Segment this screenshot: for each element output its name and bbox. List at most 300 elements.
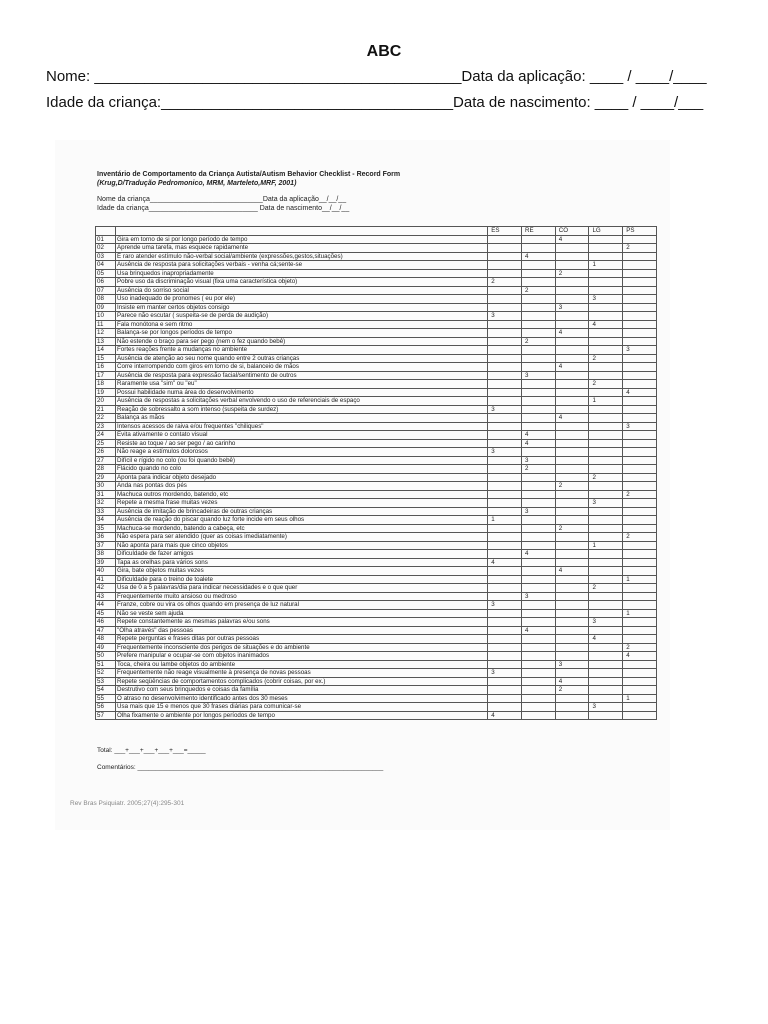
score-re: 2 [522, 286, 556, 295]
score-lg [589, 312, 623, 321]
name-date-line: Nome: ____________________________________________Data da aplicação: ____ / ____/____ [46, 68, 707, 85]
score-lg: 4 [589, 320, 623, 329]
item-description: Machuca outros mordendo, batendo, etc [116, 490, 488, 499]
age-birthdate-line: Idade da criança:___________________________________Data de nascimento: ____ / ____/___ [46, 94, 704, 111]
header-es: ES [488, 227, 522, 236]
score-lg [589, 363, 623, 372]
score-re: 3 [522, 592, 556, 601]
score-re [522, 397, 556, 406]
item-description: Prefere manipular e ocupar-se com objetos inanimados [116, 652, 488, 661]
score-es: 1 [488, 516, 522, 525]
score-re [522, 312, 556, 321]
table-row [96, 584, 657, 593]
item-number: 32 [96, 499, 116, 508]
score-co [555, 388, 589, 397]
score-lg [589, 516, 623, 525]
score-lg [589, 592, 623, 601]
score-lg [589, 405, 623, 414]
item-number: 39 [96, 558, 116, 567]
item-number: 06 [96, 278, 116, 287]
score-es [488, 694, 522, 703]
item-description: Flácido quando no colo [116, 465, 488, 474]
table-row [96, 550, 657, 559]
score-co [555, 320, 589, 329]
score-re [522, 711, 556, 720]
score-es [488, 303, 522, 312]
score-ps [623, 635, 657, 644]
table-row [96, 524, 657, 533]
score-re [522, 558, 556, 567]
score-es [488, 533, 522, 542]
score-es [488, 490, 522, 499]
score-re [522, 660, 556, 669]
item-number: 30 [96, 482, 116, 491]
score-co [555, 533, 589, 542]
score-ps [623, 286, 657, 295]
score-lg [589, 371, 623, 380]
score-lg [589, 235, 623, 244]
item-description: Machuca-se mordendo, batendo a cabeça, etc [116, 524, 488, 533]
item-description: Usa brinquedos inapropriadamente [116, 269, 488, 278]
score-co [555, 371, 589, 380]
item-description: Aponta para indicar objeto desejado [116, 473, 488, 482]
score-re [522, 380, 556, 389]
score-lg [589, 567, 623, 576]
score-es: 3 [488, 669, 522, 678]
item-number: 56 [96, 703, 116, 712]
table-row [96, 252, 657, 261]
item-description: "Olha através" das pessoas [116, 626, 488, 635]
page-title: ABC [366, 43, 402, 60]
score-re [522, 295, 556, 304]
score-es [488, 618, 522, 627]
score-co [555, 694, 589, 703]
score-lg [589, 439, 623, 448]
item-description: Frequentemente inconsciente dos perigos de situações e do ambiente [116, 643, 488, 652]
table-row [96, 669, 657, 678]
score-ps [623, 439, 657, 448]
score-lg: 3 [589, 618, 623, 627]
score-es [488, 397, 522, 406]
table-row [96, 507, 657, 516]
table-row [96, 414, 657, 423]
score-co [555, 626, 589, 635]
score-re [522, 524, 556, 533]
score-lg: 1 [589, 541, 623, 550]
item-number: 50 [96, 652, 116, 661]
score-ps [623, 295, 657, 304]
score-es [488, 320, 522, 329]
table-row [96, 660, 657, 669]
table-row [96, 312, 657, 321]
score-ps: 1 [623, 609, 657, 618]
table-row [96, 431, 657, 440]
item-description: Intensos acessos de raiva e/ou frequentes "chiliques" [116, 422, 488, 431]
score-co [555, 380, 589, 389]
score-re [522, 609, 556, 618]
score-co: 2 [555, 686, 589, 695]
table-row [96, 567, 657, 576]
item-description: Ausência de imitação de brincadeiras de outras crianças [116, 507, 488, 516]
score-co [555, 541, 589, 550]
score-ps [623, 601, 657, 610]
table-row [96, 533, 657, 542]
item-description: Fala monótona e sem ritmo [116, 320, 488, 329]
score-lg: 3 [589, 499, 623, 508]
score-es [488, 295, 522, 304]
item-number: 18 [96, 380, 116, 389]
header-lg: LG [589, 227, 623, 236]
score-es [488, 286, 522, 295]
table-row [96, 269, 657, 278]
table-row [96, 303, 657, 312]
item-description: Evita ativamente o contato visual [116, 431, 488, 440]
score-co [555, 703, 589, 712]
item-description: Ausência de resposta para solicitações verbais - venha cá;sente-se [116, 261, 488, 270]
score-co [555, 439, 589, 448]
header-desc [116, 227, 488, 236]
item-number: 11 [96, 320, 116, 329]
item-number: 35 [96, 524, 116, 533]
score-lg: 2 [589, 354, 623, 363]
item-number: 49 [96, 643, 116, 652]
score-es [488, 456, 522, 465]
score-re [522, 516, 556, 525]
score-co [555, 575, 589, 584]
score-lg: 3 [589, 295, 623, 304]
item-description: Tapa as orelhas para vários sons [116, 558, 488, 567]
table-row [96, 465, 657, 474]
score-re [522, 694, 556, 703]
checklist-table [95, 226, 657, 720]
item-number: 43 [96, 592, 116, 601]
table-row [96, 711, 657, 720]
item-description: Corre interrompendo com giros em torno de si, balanceio de mãos [116, 363, 488, 372]
table-row [96, 422, 657, 431]
score-re [522, 363, 556, 372]
item-number: 26 [96, 448, 116, 457]
table-row [96, 397, 657, 406]
item-number: 08 [96, 295, 116, 304]
score-co [555, 669, 589, 678]
score-es [488, 524, 522, 533]
score-ps [623, 278, 657, 287]
score-re [522, 405, 556, 414]
score-ps: 3 [623, 422, 657, 431]
table-row [96, 439, 657, 448]
score-lg [589, 482, 623, 491]
table-row [96, 405, 657, 414]
table-row [96, 541, 657, 550]
item-description: Não aponta para mais que cinco objetos [116, 541, 488, 550]
score-re [522, 499, 556, 508]
item-number: 20 [96, 397, 116, 406]
score-ps [623, 380, 657, 389]
item-description: Fortes reações frente a mudanças no ambiente [116, 346, 488, 355]
item-number: 46 [96, 618, 116, 627]
score-co [555, 465, 589, 474]
score-es [488, 635, 522, 644]
score-ps [623, 337, 657, 346]
score-co [555, 652, 589, 661]
item-description: Olha fixamente o ambiente por longos períodos de tempo [116, 711, 488, 720]
item-description: Não estende o braço para ser pego (nem o fez quando bebê) [116, 337, 488, 346]
table-row [96, 609, 657, 618]
form-title: Inventário de Comportamento da Criança Autista/Autism Behavior Checklist - Record Form [97, 171, 401, 178]
score-lg [589, 286, 623, 295]
score-co: 4 [555, 235, 589, 244]
score-ps [623, 397, 657, 406]
score-re [522, 686, 556, 695]
score-lg [589, 550, 623, 559]
item-number: 33 [96, 507, 116, 516]
score-re [522, 278, 556, 287]
table-row [96, 380, 657, 389]
item-number: 42 [96, 584, 116, 593]
score-re [522, 575, 556, 584]
score-co [555, 516, 589, 525]
score-lg [589, 252, 623, 261]
item-number: 04 [96, 261, 116, 270]
item-number: 47 [96, 626, 116, 635]
item-number: 03 [96, 252, 116, 261]
header-ps: PS [623, 227, 657, 236]
score-es [488, 609, 522, 618]
score-co: 4 [555, 414, 589, 423]
score-ps: 1 [623, 694, 657, 703]
item-description: Insiste em manter certos objetos consigo [116, 303, 488, 312]
item-number: 19 [96, 388, 116, 397]
score-re [522, 329, 556, 338]
score-co: 2 [555, 482, 589, 491]
score-es: 2 [488, 278, 522, 287]
score-lg [589, 711, 623, 720]
score-ps [623, 329, 657, 338]
score-es: 3 [488, 601, 522, 610]
table-row [96, 635, 657, 644]
score-lg [589, 686, 623, 695]
score-es [488, 414, 522, 423]
score-co [555, 431, 589, 440]
item-description: Dificuldade de fazer amigos [116, 550, 488, 559]
item-description: Toca, cheira ou lambe objetos do ambiente [116, 660, 488, 669]
score-es: 3 [488, 448, 522, 457]
score-es [488, 346, 522, 355]
score-co: 4 [555, 567, 589, 576]
item-number: 05 [96, 269, 116, 278]
score-ps [623, 431, 657, 440]
score-lg [589, 575, 623, 584]
item-number: 29 [96, 473, 116, 482]
table-header-row [96, 227, 657, 236]
table-row [96, 448, 657, 457]
item-description: Não espera para ser atendido (quer as coisas imediatamente) [116, 533, 488, 542]
score-ps [623, 567, 657, 576]
score-re [522, 567, 556, 576]
score-co: 2 [555, 524, 589, 533]
score-ps [623, 261, 657, 270]
score-re: 3 [522, 371, 556, 380]
item-number: 28 [96, 465, 116, 474]
score-lg [589, 652, 623, 661]
score-co: 4 [555, 329, 589, 338]
score-ps [623, 320, 657, 329]
score-es [488, 541, 522, 550]
score-es [488, 473, 522, 482]
score-ps [623, 677, 657, 686]
score-es [488, 354, 522, 363]
score-re [522, 643, 556, 652]
score-lg [589, 329, 623, 338]
score-es [488, 337, 522, 346]
citation: Rev Bras Psiquiatr. 2005;27(4):295-301 [70, 800, 185, 807]
scanned-form [55, 140, 670, 830]
score-lg [589, 448, 623, 457]
score-ps: 2 [623, 533, 657, 542]
score-lg [589, 660, 623, 669]
item-number: 44 [96, 601, 116, 610]
score-ps [623, 371, 657, 380]
score-re: 4 [522, 626, 556, 635]
score-lg [589, 244, 623, 253]
item-number: 34 [96, 516, 116, 525]
score-lg [589, 626, 623, 635]
header-re: RE [522, 227, 556, 236]
score-co [555, 278, 589, 287]
score-ps [623, 524, 657, 533]
score-re [522, 601, 556, 610]
score-re: 4 [522, 439, 556, 448]
score-ps [623, 448, 657, 457]
score-co [555, 346, 589, 355]
item-number: 02 [96, 244, 116, 253]
score-es [488, 439, 522, 448]
score-co [555, 711, 589, 720]
score-co [555, 584, 589, 593]
score-co [555, 448, 589, 457]
score-lg [589, 601, 623, 610]
score-ps [623, 482, 657, 491]
score-lg [589, 524, 623, 533]
table-row [96, 337, 657, 346]
item-description: Ausência de reação do piscar quando luz forte incide em seus olhos [116, 516, 488, 525]
item-number: 57 [96, 711, 116, 720]
item-description: Repete constantemente as mesmas palavras e/ou sons [116, 618, 488, 627]
score-lg [589, 465, 623, 474]
table-row [96, 320, 657, 329]
table-row [96, 677, 657, 686]
score-co: 3 [555, 660, 589, 669]
score-ps: 2 [623, 244, 657, 253]
score-re [522, 261, 556, 270]
item-number: 16 [96, 363, 116, 372]
score-lg [589, 558, 623, 567]
score-es: 4 [488, 558, 522, 567]
item-description: Resiste ao toque / ao ser pego / ao carinho [116, 439, 488, 448]
score-re: 2 [522, 337, 556, 346]
score-lg: 1 [589, 261, 623, 270]
score-lg [589, 346, 623, 355]
score-es [488, 677, 522, 686]
item-description: Repete a mesma frase muitas vezes [116, 499, 488, 508]
score-co [555, 405, 589, 414]
score-re [522, 541, 556, 550]
table-row [96, 363, 657, 372]
table-row [96, 686, 657, 695]
item-number: 48 [96, 635, 116, 644]
score-co [555, 499, 589, 508]
table-row [96, 286, 657, 295]
item-number: 15 [96, 354, 116, 363]
table-row [96, 473, 657, 482]
score-es [488, 499, 522, 508]
score-lg: 4 [589, 635, 623, 644]
item-number: 36 [96, 533, 116, 542]
item-number: 23 [96, 422, 116, 431]
table-row [96, 643, 657, 652]
score-es [488, 592, 522, 601]
score-re [522, 346, 556, 355]
comments-line: Comentários: ____________________________________________________________________ [97, 764, 384, 771]
item-description: Ausência de resposta para expressão facial/sentimento de outros [116, 371, 488, 380]
table-row [96, 618, 657, 627]
score-co [555, 244, 589, 253]
score-co [555, 397, 589, 406]
item-description: Não reage a estímulos dolorosos [116, 448, 488, 457]
item-number: 52 [96, 669, 116, 678]
table-row [96, 244, 657, 253]
score-lg [589, 414, 623, 423]
score-re [522, 652, 556, 661]
score-es [488, 465, 522, 474]
item-description: Aprende uma tarefa, mas esquece rapidamente [116, 244, 488, 253]
score-co: 4 [555, 677, 589, 686]
score-lg: 3 [589, 703, 623, 712]
item-number: 45 [96, 609, 116, 618]
table-row [96, 329, 657, 338]
score-es [488, 380, 522, 389]
score-lg [589, 422, 623, 431]
score-co [555, 261, 589, 270]
score-es [488, 575, 522, 584]
score-ps [623, 405, 657, 414]
item-description: Reação de sobressalto a som intenso (suspeita de surdez) [116, 405, 488, 414]
item-number: 51 [96, 660, 116, 669]
score-ps [623, 465, 657, 474]
score-co [555, 456, 589, 465]
score-re [522, 677, 556, 686]
score-co [555, 337, 589, 346]
score-co: 4 [555, 363, 589, 372]
score-lg [589, 303, 623, 312]
score-es [488, 507, 522, 516]
score-re [522, 320, 556, 329]
score-ps [623, 363, 657, 372]
score-ps [623, 473, 657, 482]
score-es [488, 422, 522, 431]
score-re [522, 414, 556, 423]
score-es [488, 703, 522, 712]
score-ps: 1 [623, 575, 657, 584]
item-description: Franze, cobre ou vira os olhos quando em presença de luz natural [116, 601, 488, 610]
item-number: 25 [96, 439, 116, 448]
table-row [96, 456, 657, 465]
score-ps: 2 [623, 490, 657, 499]
score-lg [589, 533, 623, 542]
table-row [96, 354, 657, 363]
score-ps [623, 558, 657, 567]
score-ps [623, 711, 657, 720]
